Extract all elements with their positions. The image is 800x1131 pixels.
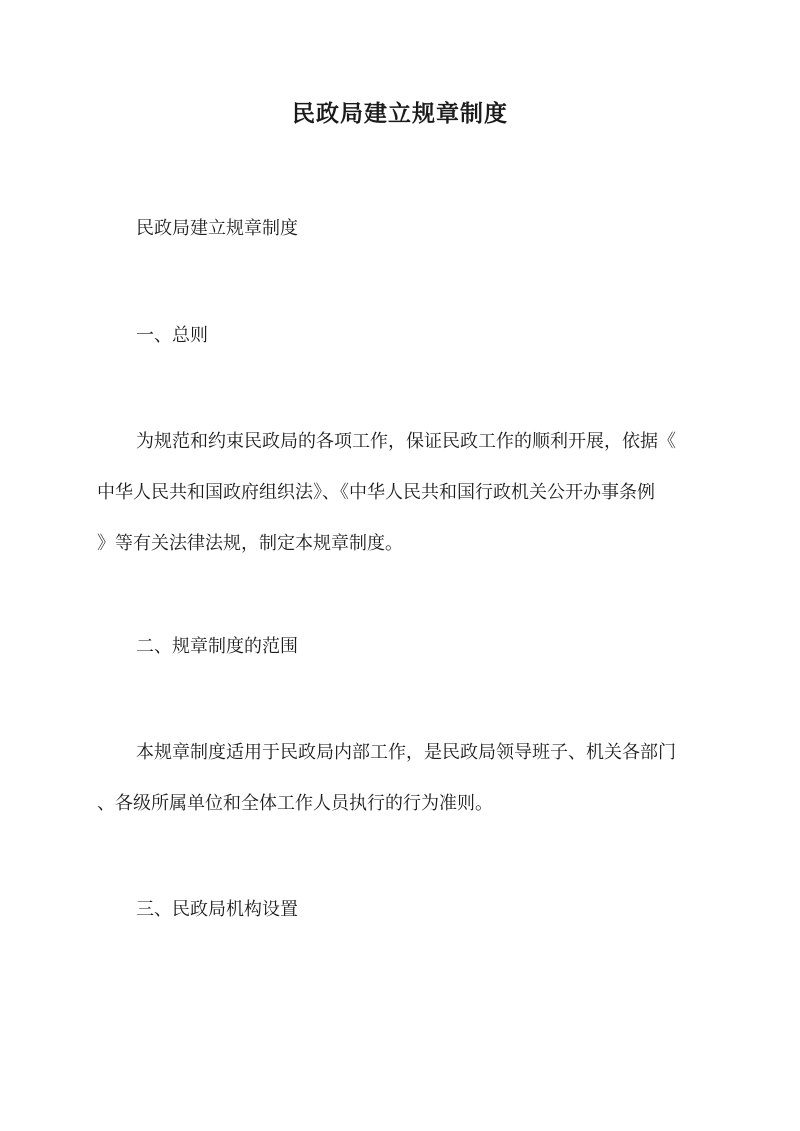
section-heading-general: 一、总则	[136, 325, 208, 346]
section-heading-scope: 二、规章制度的范围	[136, 636, 298, 657]
paragraph-line: 为规范和约束民政局的各项工作，保证民政工作的顺利开展，依据《	[136, 431, 676, 452]
section-heading-organization: 三、民政局机构设置	[136, 899, 298, 920]
paragraph-line: 》等有关法律法规，制定本规章制度。	[97, 533, 403, 554]
paragraph-line: 中华人民共和国政府组织法》、《中华人民共和国行政机关公开办事条例	[97, 482, 655, 503]
document-subtitle: 民政局建立规章制度	[136, 218, 298, 239]
paragraph-line: 、各级所属单位和全体工作人员执行的行为准则。	[97, 793, 493, 814]
document-title: 民政局建立规章制度	[292, 100, 508, 127]
paragraph-line: 本规章制度适用于民政局内部工作，是民政局领导班子、机关各部门	[136, 742, 676, 763]
